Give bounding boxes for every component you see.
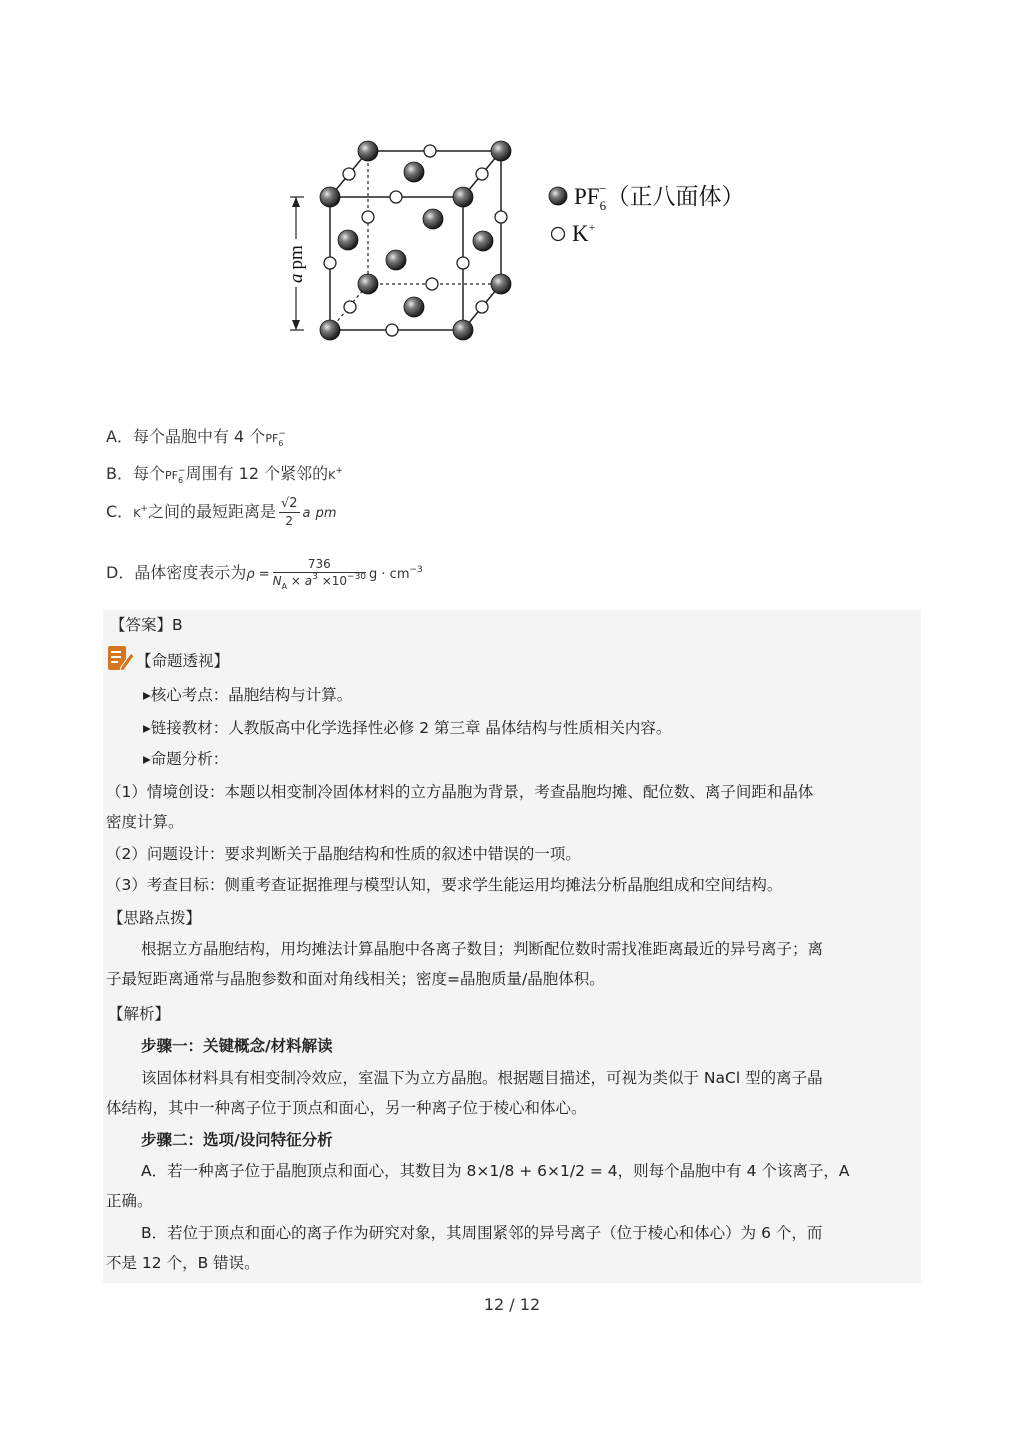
answer-line: 【答案】B	[110, 616, 183, 634]
silu-title: 【思路点拨】	[108, 909, 202, 927]
stepB-line2: 不是 12 个，B 错误。	[106, 1254, 260, 1272]
option-d: D．晶体密度表示为ρ = $\frac{736}{N_A \times a^3 \times 10^{-30}}$ $g \cdot cm^{-3}$	[106, 557, 423, 591]
stepB-line1: B．若位于顶点和面心的离子作为研究对象，其周围紧邻的异号离子（位于棱心和体心）为 6 个，而	[141, 1224, 823, 1242]
step1-line2: 体结构，其中一种离子位于顶点和面心，另一种离子位于棱心和体心。	[106, 1099, 587, 1117]
silu-line1: 根据立方晶胞结构，用均摊法计算晶胞中各离子数目；判断配位数时需找准距离最近的异号离子；离	[141, 940, 824, 958]
stepA-line2: 正确。	[106, 1192, 153, 1210]
step1-title: 步骤一：关键概念/材料解读	[141, 1037, 333, 1055]
option-b: B．每个$PF_6^-$周围有 12 个紧邻的K+	[106, 464, 343, 485]
svg-text:PF6−（正八面体）: $PF_6-$（正八面体）	[574, 181, 745, 213]
legend-pf6: PF	[574, 184, 600, 209]
svg-text:apm	[286, 245, 307, 283]
item2: （2）问题设计：要求判断关于晶胞结构和性质的叙述中错误的一项。	[106, 845, 581, 863]
stepA-line1: A．若一种离子位于晶胞顶点和面心，其数目为 8×1/8 + 6×1/2 = 4，则每个晶胞中有 4 个该离子，A	[141, 1162, 850, 1180]
silu-line2: 子最短距离通常与晶胞参数和面对角线相关；密度=晶胞质量/晶胞体积。	[106, 970, 605, 988]
edit-note-icon	[105, 643, 135, 673]
step2-title: 步骤二：选项/设问特征分析	[141, 1131, 333, 1149]
edge-label-unit: pm	[286, 245, 307, 270]
link-textbook: ▸链接教材：人教版高中化学选择性必修 2 第三章 晶体结构与性质相关内容。	[143, 719, 672, 737]
crystal-cell-figure	[280, 135, 760, 350]
item1-line1: （1）情境创设：本题以相变制冷固体材料的立方晶胞为背景，考查晶胞均摊、配位数、离子间距和晶体	[106, 783, 814, 801]
legend-k: K	[572, 221, 589, 246]
jiexi-title: 【解析】	[108, 1005, 171, 1023]
page-number: 12 / 12	[483, 1295, 541, 1314]
legend-pf6-desc: （正八面体）	[606, 184, 745, 209]
analysis-label: ▸命题分析：	[143, 750, 229, 768]
item3: （3）考查目标：侧重考查证据推理与模型认知，要求学生能运用均摊法分析晶胞组成和空间结构。	[106, 876, 783, 894]
step1-line1: 该固体材料具有相变制冷效应，室温下为立方晶胞。根据题目描述，可视为类似于 NaCl 型的离子晶	[141, 1069, 823, 1087]
option-c: C．K+之间的最短距离是 $\frac{√2}{2}$ a pm	[106, 496, 337, 528]
edge-label-a: a	[286, 273, 307, 283]
legend-k-marker	[552, 228, 565, 241]
svg-text:K+: K+	[572, 220, 596, 246]
answer-value: B	[172, 616, 183, 634]
option-a: A．每个晶胞中有 4 个$PF_6^-$	[106, 427, 286, 448]
legend-pf6-marker	[549, 187, 567, 205]
mingti-title: 【命题透视】	[136, 652, 230, 670]
core-point: ▸核心考点：晶胞结构与计算。	[143, 686, 353, 704]
item1-line2: 密度计算。	[106, 813, 184, 831]
